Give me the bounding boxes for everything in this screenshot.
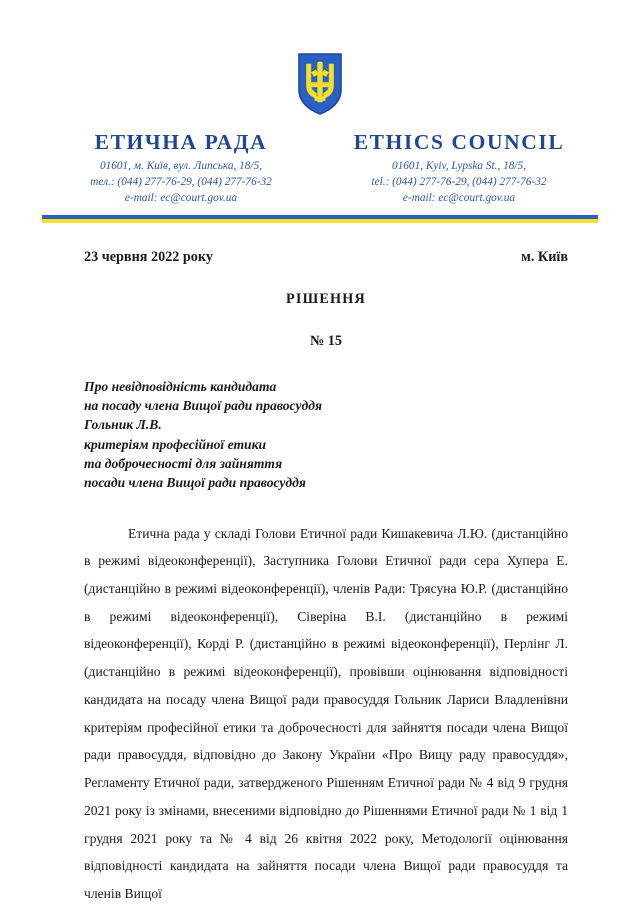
org-email-uk: e-mail: ec@court.gov.ua [124,191,238,204]
org-address-en: 01601, Kyiv, Lypska St., 18/5, [391,159,527,172]
emblem-container [0,52,640,124]
letterhead [0,0,640,223]
subject-line: критеріям професійної етики [84,436,267,452]
org-name-uk: ЕТИЧНА РАДА [94,130,268,154]
subject-line: та доброчесності для зайняття [84,456,283,471]
flag-divider [42,215,598,223]
subject-line: на посаду члена Вищої ради правосуддя [84,398,322,414]
letterhead-english [320,130,598,206]
document-content [0,249,640,908]
ukraine-trident-coat-of-arms-icon [297,52,343,116]
subject-line: Про невідповідність кандидата [84,378,277,394]
org-contact-en [320,158,598,206]
document-number: № 15 [310,332,342,349]
document-city: м. Київ [521,248,568,265]
subject-line: посади члена Вищої ради правосуддя [84,475,306,491]
dateline [84,249,568,266]
document-date: 23 червня 2022 року [84,248,213,265]
org-phone-en: tel.: (044) 277-76-29, (044) 277-76-32 [371,175,547,188]
org-phone-uk: тел.: (044) 277-76-29, (044) 277-76-32 [90,175,272,188]
document-subject [84,377,568,493]
org-contact-uk [42,158,320,206]
letterhead-columns [0,130,640,206]
org-name-en: ETHICS COUNCIL [353,130,565,154]
org-address-uk: 01601, м. Київ, вул. Липська, 18/5, [99,159,263,172]
subject-line: Гольник Л.В. [84,417,162,433]
body-paragraph: Етична рада у складі Голови Етичної ради Кишакевича Л.Ю. (дистанційно в режимі відеоконференції), Заступника Голови Етичної ради сера Хупера Е. (дистанційно в режимі відеоконференції), членів Ради: Трясуна Ю.Р. (дистанційно в режимі відеоконференції), Сіверіна В.І. (дистанційно в режимі відеоконференції), Корді Р. (дистанційно в режимі відеоконференції), Перлінг Л. (дистанційно в режимі відеоконференції), провівши оцінювання відповідності кандидата на посаду члена Вищої ради правосуддя Гольник Лариси Владленівни критеріям професійної етики та доброчесності для зайняття посади члена Вищої ради правосуддя, відповідно до Закону України «Про Вищу раду правосуддя», Регламенту Етичної ради, затвердженого Рішенням Етичної ради № 4 від 9 грудня 2021 року із змінами, внесеними відповідно до Рішеннями Етичної ради № 1 від 1 грудня 2021 року та № 4 від 26 квітня 2022 року, Методології оцінювання відповідності кандидата на зайняття посади члена Вищої ради правосуддя та членів Вищої [84,525,568,901]
letterhead-ukrainian [42,130,320,206]
org-email-en: e-mail: ec@court.gov.ua [402,191,516,204]
divider-yellow-bar [42,219,598,223]
body-paragraph-container [84,520,568,908]
document-type-heading: РІШЕННЯ [286,290,366,307]
